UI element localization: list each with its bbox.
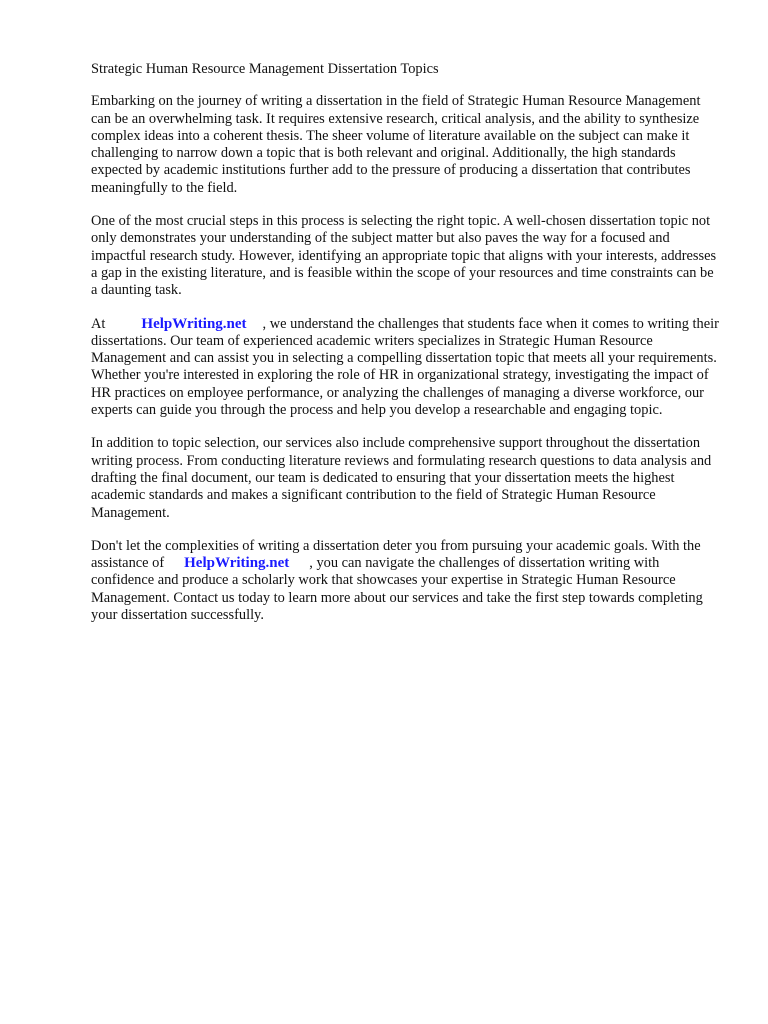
document-page bbox=[91, 61, 723, 640]
helpwriting-link-closing[interactable]: HelpWriting.net bbox=[184, 555, 290, 572]
paragraph-helpwriting bbox=[91, 316, 723, 420]
document-title: Strategic Human Resource Management Dissertation Topics bbox=[91, 61, 439, 77]
paragraph-closing bbox=[91, 538, 723, 624]
paragraph-intro: Embarking on the journey of writing a dissertation in the field of Strategic Human Resource Management can be an overwhelming task. It requires extensive research, critical analysis, and the ability to synthesize complex ideas into a coherent thesis. The sheer volume of literature available on the subject can make it challenging to narrow down a topic that is both relevant and original. Additionally, the high standards expected by academic institutions further add to the pressure of producing a dissertation that contributes meaningfully to the field. bbox=[91, 93, 701, 196]
paragraph-closing-lead: Don't let the complexities of writing a dissertation deter you from pursuing your academic goals. With the assistance of bbox=[91, 537, 701, 572]
helpwriting-link[interactable]: HelpWriting.net bbox=[141, 315, 247, 332]
paragraph-helpwriting-body: , we understand the challenges that students face when it comes to writing their dissertations. Our team of experienced academic writers specializes in Strategic Human Resource Management and can assist you in selecting a compelling dissertation topic that meets all your requirements. Whether you're interested in exploring the role of HR in organizational strategy, investigating the impact of HR practices on employee performance, or analyzing the challenges of managing a diverse workforce, our experts can guide you through the process and help you develop a researchable and engaging topic. bbox=[91, 315, 719, 419]
paragraph-services: In addition to topic selection, our services also include comprehensive support throughout the dissertation writing process. From conducting literature reviews and formulating research questions to data analysis and drafting the final document, our team is dedicated to ensuring that your dissertation meets the highest academic standards and makes a significant contribution to the field of Strategic Human Resource Management. bbox=[91, 435, 712, 521]
paragraph-helpwriting-lead: At bbox=[91, 315, 106, 332]
paragraph-topic-selection: One of the most crucial steps in this process is selecting the right topic. A well-chosen dissertation topic not only demonstrates your understanding of the subject matter but also paves the way for a focused and impactful research study. However, identifying an appropriate topic that aligns with your interests, addresses a gap in the existing literature, and is feasible within the scope of your resources and time constraints can be a daunting task. bbox=[91, 213, 717, 299]
paragraph-closing-body: , you can navigate the challenges of dissertation writing with confidence and produce a scholarly work that showcases your expertise in Strategic Human Resource Management. Contact us today to learn more about our services and take the first step towards completing your dissertation successfully. bbox=[91, 555, 703, 624]
